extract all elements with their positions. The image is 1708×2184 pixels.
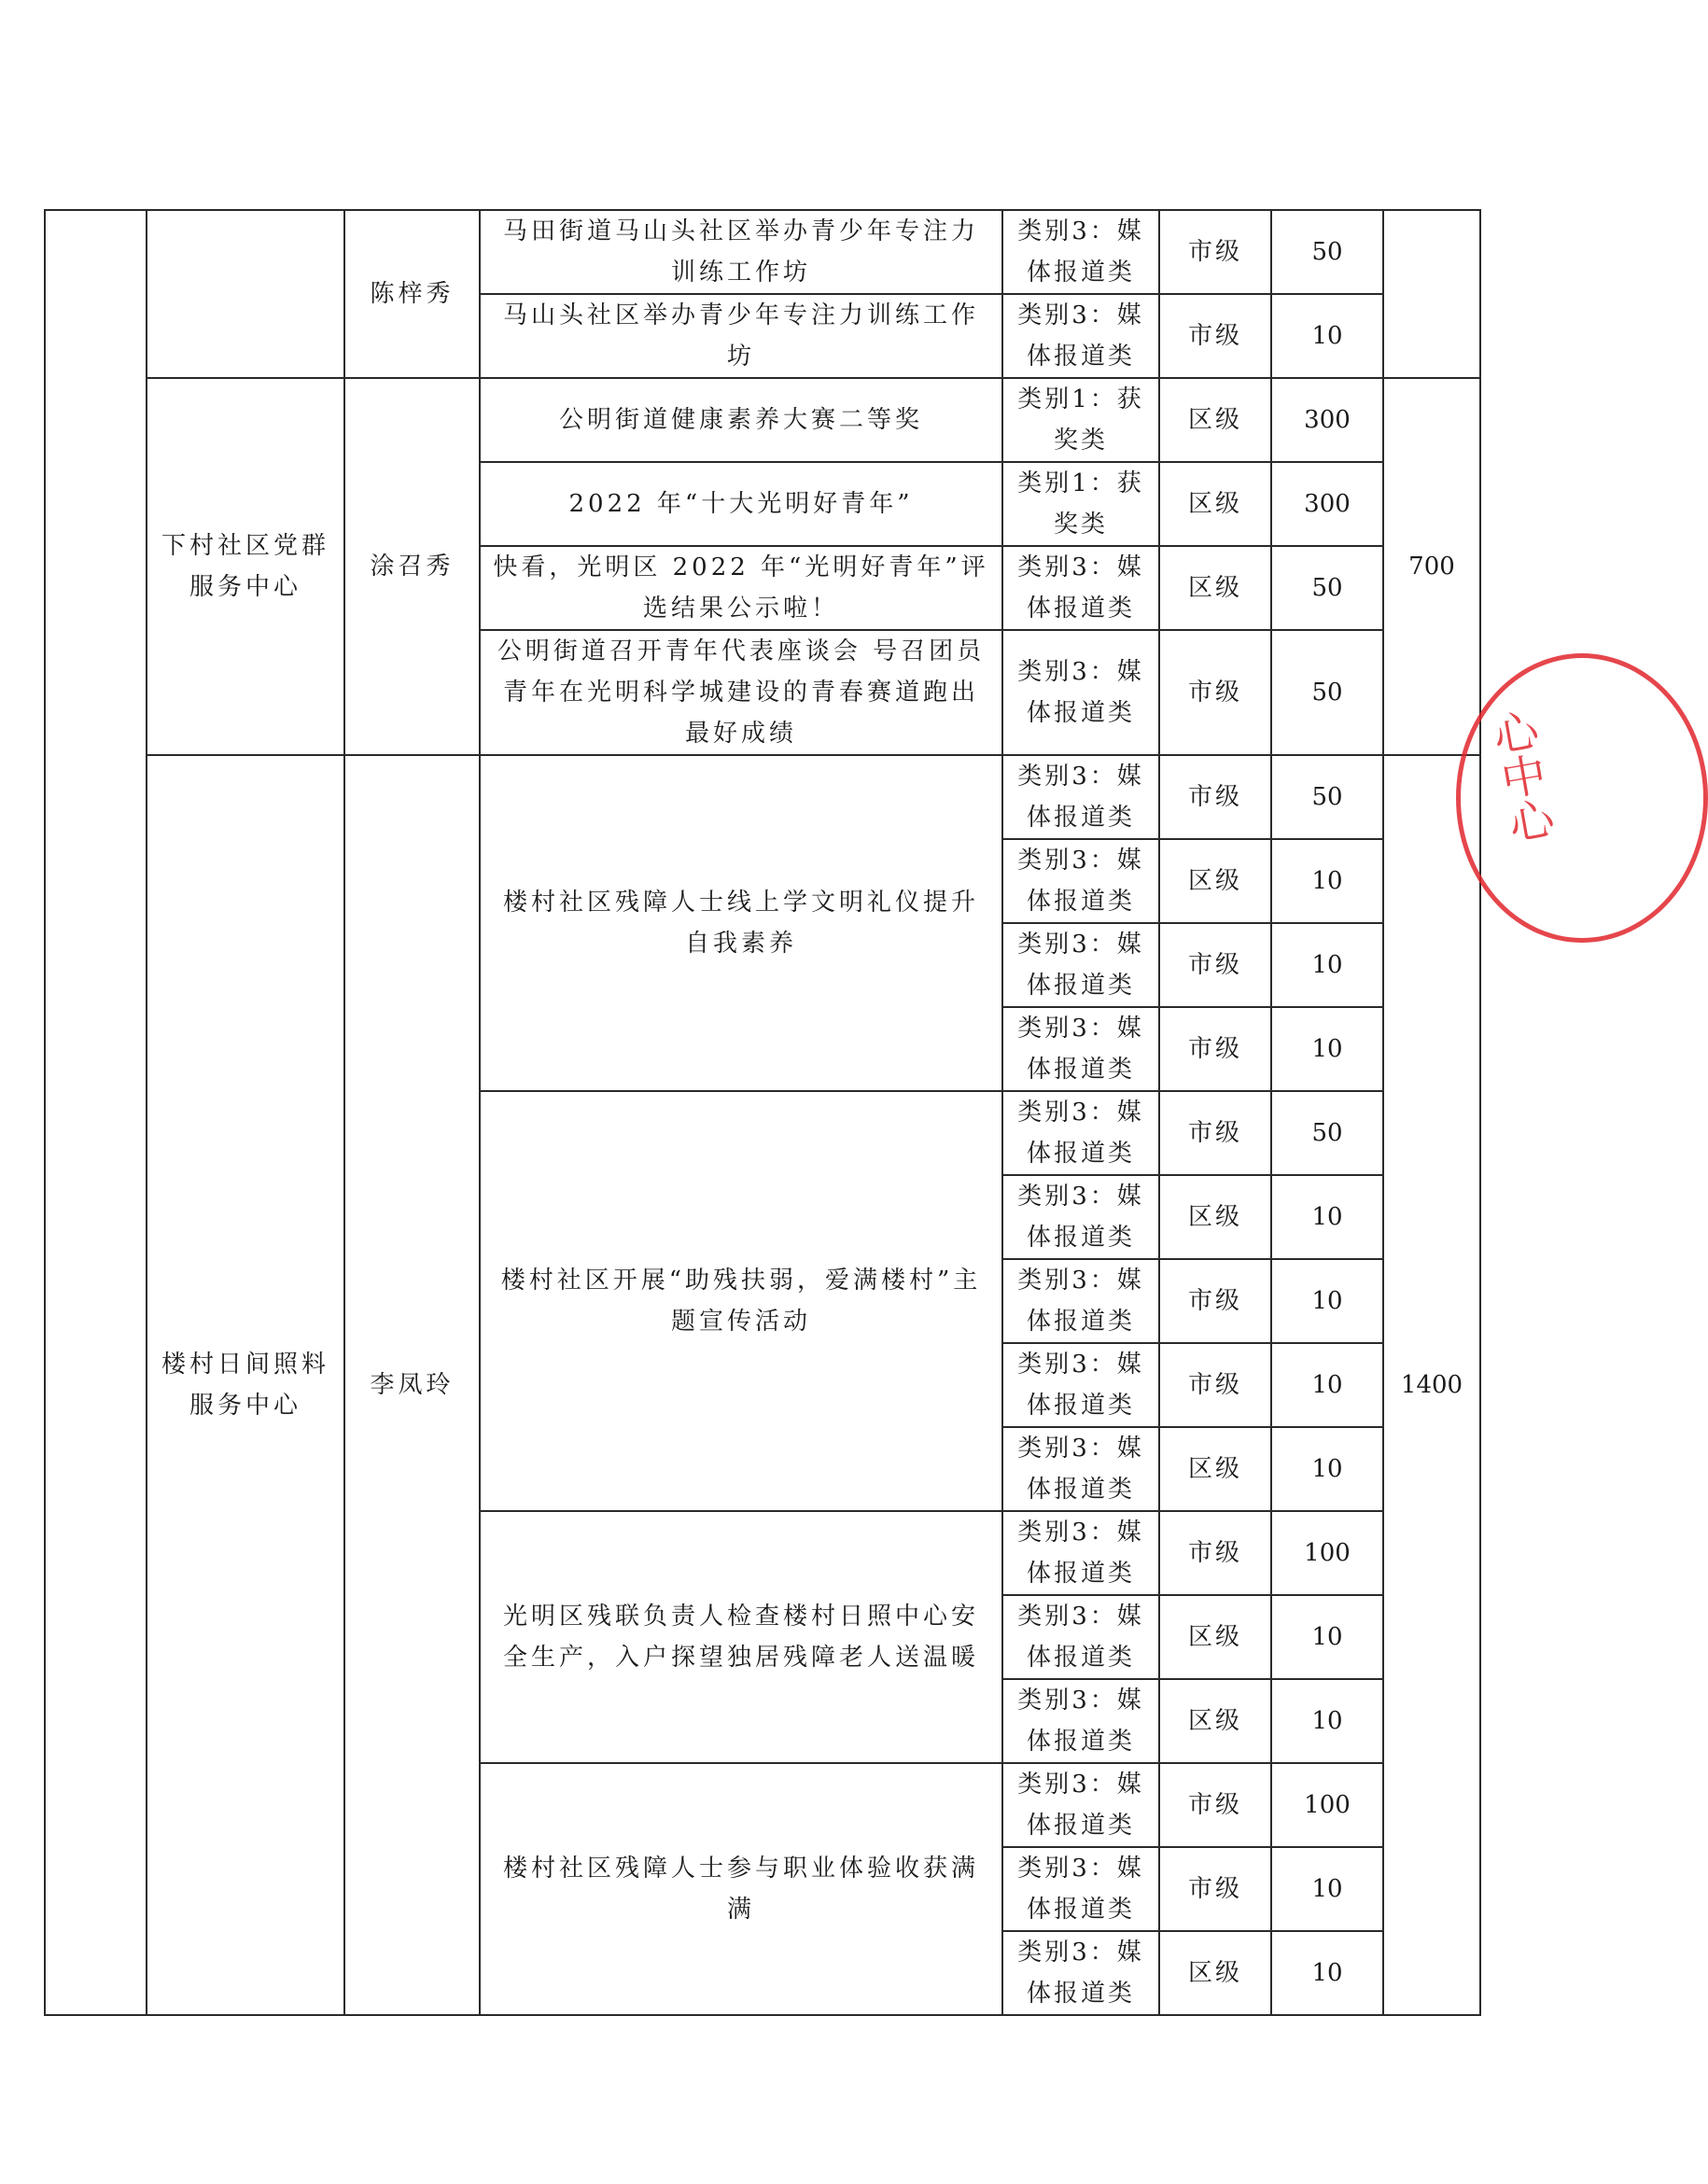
official-seal [1456,653,1708,943]
score-cell: 10 [1271,1427,1383,1511]
category-cell: 类别3：媒体报道类 [1002,1511,1159,1595]
category-cell: 类别3：媒体报道类 [1002,1007,1159,1091]
category-cell: 类别3：媒体报道类 [1002,1343,1159,1427]
score-cell: 100 [1271,1763,1383,1847]
total-cell [1383,210,1480,378]
person-cell: 涂召秀 [344,378,480,755]
score-cell: 10 [1271,1259,1383,1343]
category-cell: 类别1：获奖类 [1002,378,1159,462]
category-cell: 类别3：媒体报道类 [1002,1679,1159,1763]
index-cell [45,210,147,2015]
score-cell: 50 [1271,210,1383,294]
item-cell: 光明区残联负责人检查楼村日照中心安全生产，入户探望独居残障老人送温暖 [480,1511,1002,1763]
item-cell: 公明街道健康素养大赛二等奖 [480,378,1002,462]
level-cell: 区级 [1159,1679,1271,1763]
score-cell: 300 [1271,378,1383,462]
level-cell: 区级 [1159,1931,1271,2015]
category-cell: 类别3：媒体报道类 [1002,546,1159,630]
item-cell: 公明街道召开青年代表座谈会 号召团员青年在光明科学城建设的青春赛道跑出最好成绩 [480,630,1002,755]
category-cell: 类别3：媒体报道类 [1002,923,1159,1007]
category-cell: 类别3：媒体报道类 [1002,1595,1159,1679]
category-cell: 类别3：媒体报道类 [1002,755,1159,839]
item-cell: 马山头社区举办青少年专注力训练工作坊 [480,294,1002,378]
score-cell: 100 [1271,1511,1383,1595]
score-cell: 50 [1271,1091,1383,1175]
level-cell: 市级 [1159,210,1271,294]
score-cell: 10 [1271,1595,1383,1679]
score-cell: 10 [1271,1847,1383,1931]
category-cell: 类别3：媒体报道类 [1002,1259,1159,1343]
awards-table [44,209,1481,2016]
score-cell: 300 [1271,462,1383,546]
seal-text: 心中心 [1481,706,1558,847]
person-cell: 李凤玲 [344,755,480,2015]
total-cell: 1400 [1383,755,1480,2015]
category-cell: 类别3：媒体报道类 [1002,1847,1159,1931]
score-cell: 10 [1271,839,1383,923]
item-cell: 2022 年“十大光明好青年” [480,462,1002,546]
category-cell: 类别1：获奖类 [1002,462,1159,546]
level-cell: 市级 [1159,755,1271,839]
item-cell: 楼村社区残障人士参与职业体验收获满满 [480,1763,1002,2015]
level-cell: 区级 [1159,1175,1271,1259]
level-cell: 市级 [1159,1259,1271,1343]
level-cell: 区级 [1159,1427,1271,1511]
level-cell: 市级 [1159,1847,1271,1931]
category-cell: 类别3：媒体报道类 [1002,839,1159,923]
category-cell: 类别3：媒体报道类 [1002,1175,1159,1259]
level-cell: 市级 [1159,1763,1271,1847]
category-cell: 类别3：媒体报道类 [1002,1427,1159,1511]
score-cell: 50 [1271,755,1383,839]
score-cell: 10 [1271,1007,1383,1091]
total-cell: 700 [1383,378,1480,755]
category-cell: 类别3：媒体报道类 [1002,630,1159,755]
unit-cell [147,210,344,378]
category-cell: 类别3：媒体报道类 [1002,1091,1159,1175]
level-cell: 市级 [1159,923,1271,1007]
level-cell: 市级 [1159,630,1271,755]
score-cell: 10 [1271,923,1383,1007]
unit-cell: 楼村日间照料服务中心 [147,755,344,2015]
category-cell: 类别3：媒体报道类 [1002,1931,1159,2015]
level-cell: 市级 [1159,1343,1271,1427]
item-cell: 马田街道马山头社区举办青少年专注力训练工作坊 [480,210,1002,294]
level-cell: 区级 [1159,546,1271,630]
score-cell: 10 [1271,294,1383,378]
level-cell: 市级 [1159,1511,1271,1595]
table-row [45,755,1480,839]
category-cell: 类别3：媒体报道类 [1002,294,1159,378]
score-cell: 10 [1271,1931,1383,2015]
category-cell: 类别3：媒体报道类 [1002,210,1159,294]
score-cell: 10 [1271,1343,1383,1427]
level-cell: 区级 [1159,378,1271,462]
category-cell: 类别3：媒体报道类 [1002,1763,1159,1847]
score-cell: 50 [1271,546,1383,630]
item-cell: 楼村社区残障人士线上学文明礼仪提升自我素养 [480,755,1002,1091]
score-cell: 10 [1271,1679,1383,1763]
item-cell: 楼村社区开展“助残扶弱，爱满楼村”主题宣传活动 [480,1091,1002,1511]
score-cell: 10 [1271,1175,1383,1259]
level-cell: 市级 [1159,1007,1271,1091]
level-cell: 市级 [1159,294,1271,378]
level-cell: 区级 [1159,1595,1271,1679]
table-row [45,378,1480,462]
level-cell: 区级 [1159,839,1271,923]
score-cell: 50 [1271,630,1383,755]
level-cell: 区级 [1159,462,1271,546]
unit-cell: 下村社区党群服务中心 [147,378,344,755]
table-row [45,210,1480,294]
item-cell: 快看，光明区 2022 年“光明好青年”评选结果公示啦！ [480,546,1002,630]
person-cell: 陈梓秀 [344,210,480,378]
level-cell: 市级 [1159,1091,1271,1175]
